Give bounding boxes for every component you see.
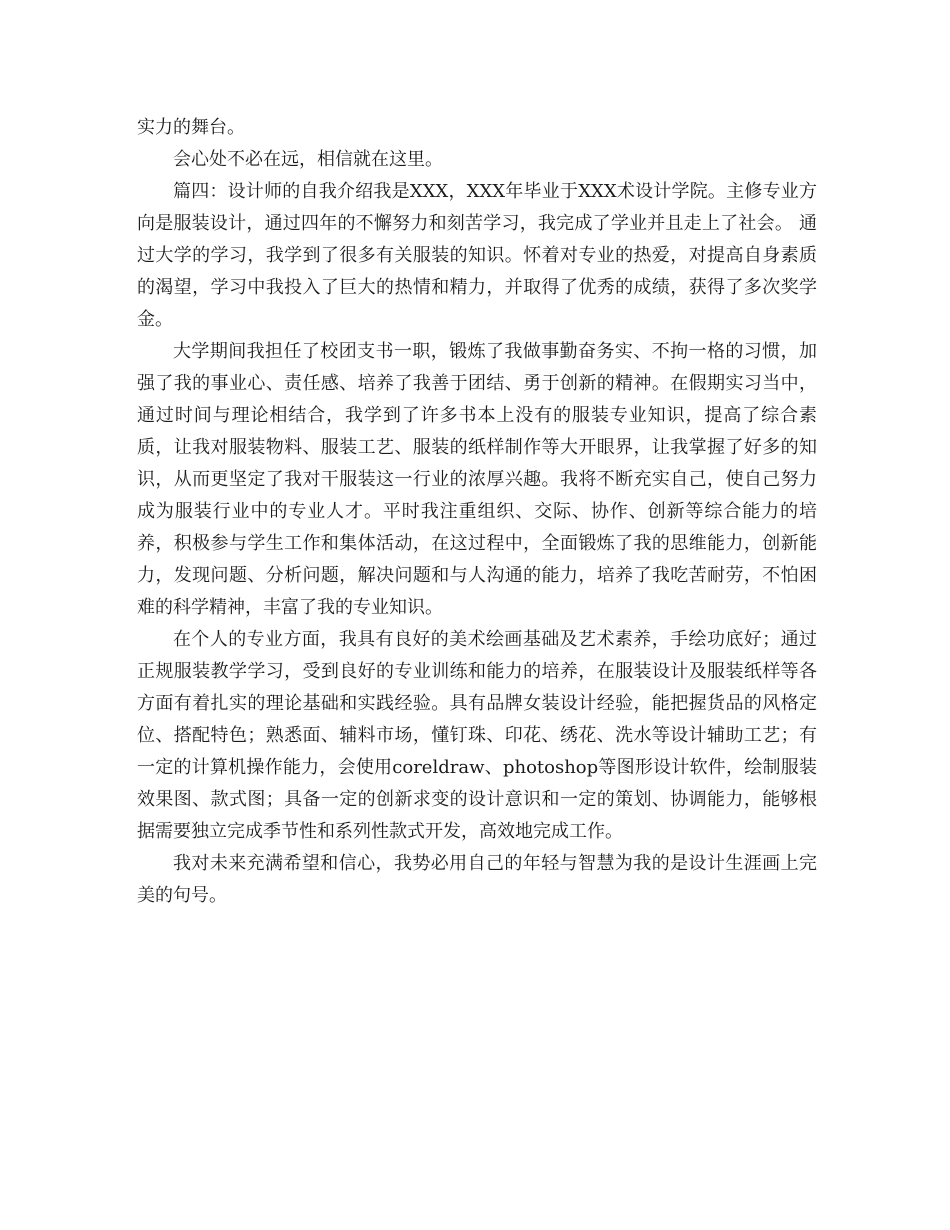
paragraph-4: 大学期间我担任了校团支书一职，锻炼了我做事勤奋务实、不拘一格的习惯，加强了我的事业心、责任感、培养了我善于团结、勇于创新的精神。在假期实习当中，通过时间与理论相结合，我学到了许多书本上没有的服装专业知识，提高了综合素质，让我对服装物料、服装工艺、服装的纸样制作等大开眼界，让我掌握了好多的知识，从而更坚定了我对干服装这一行业的浓厚兴趣。我将不断充实自己，使自己努力成为服装行业中的专业人才。平时我注重组织、交际、协作、创新等综合能力的培养，积极参与学生工作和集体活动，在这过程中，全面锻炼了我的思维能力，创新能力，发现问题、分析问题，解决问题和与人沟通的能力，培养了我吃苦耐劳，不怕困难的科学精神，丰富了我的专业知识。 [137,341,817,618]
paragraph-6: 我对未来充满希望和信心，我势必用自己的年轻与智慧为我的是设计生涯画上完美的句号。 [137,853,817,906]
document-body [137,112,817,912]
paragraph-5: 在个人的专业方面，我具有良好的美术绘画基础及艺术素养，手绘功底好；通过正规服装教学学习，受到良好的专业训练和能力的培养，在服装设计及服装纸样等各方面有着扎实的理论基础和实践经验。具有品牌女装设计经验，能把握货品的风格定位、搭配特色；熟悉面、辅料市场，懂钉珠、印花、绣花、洗水等设计辅助工艺；有一定的计算机操作能力，会使用coreldraw、photoshop等图形设计软件，绘制服装效果图、款式图；具备一定的创新求变的设计意识和一定的策划、协调能力，能够根据需要独立完成季节性和系列性款式开发，高效地完成工作。 [137,629,817,842]
paragraph-3: 篇四：设计师的自我介绍我是XXX，XXX年毕业于XXX术设计学院。主修专业方向是服装设计，通过四年的不懈努力和刻苦学习，我完成了学业并且走上了社会。 通过大学的学习，我学到了很多有关服装的知识。怀着对专业的热爱，对提高自身素质的渴望，学习中我投入了巨大的热情和精力，并取得了优秀的成绩，获得了多次奖学金。 [137,181,817,330]
paragraph-2: 会心处不必在远，相信就在这里。 [173,149,443,170]
paragraph-1: 实力的舞台。 [137,117,245,138]
